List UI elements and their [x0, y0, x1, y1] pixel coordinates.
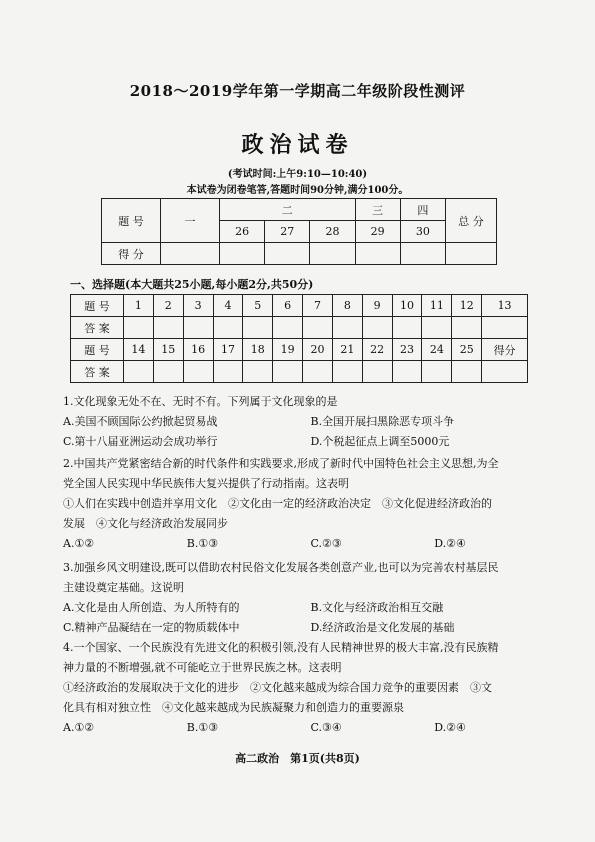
question-stem: 3.加强乡风文明建设,既可以借助农村民俗文化发展各类创意产业,也可以为完善农村基层民 — [63, 561, 499, 574]
part-three-label: 三 — [355, 199, 400, 221]
question-2 — [63, 454, 558, 554]
q28-label: 28 — [310, 221, 355, 243]
part-four-label: 四 — [400, 199, 445, 221]
q29-label: 29 — [355, 221, 400, 243]
score-row-label: 得 分 — [102, 243, 161, 265]
question-number: 21 — [332, 339, 362, 361]
question-number: 11 — [422, 295, 452, 317]
answer-cell[interactable] — [243, 361, 273, 383]
part-two-label: 二 — [220, 199, 356, 221]
option-b[interactable]: B.文化与经济政治相互交融 — [310, 601, 444, 614]
question-number: 17 — [213, 339, 243, 361]
score-cell[interactable] — [355, 243, 400, 265]
exam-time: (考试时间:上午9:10—10:40) — [227, 169, 368, 180]
question-stem: 1.文化现象无处不在、无时不有。下列属于文化现象的是 — [63, 395, 338, 408]
question-number: 20 — [303, 339, 333, 361]
answer-cell[interactable] — [332, 361, 362, 383]
answer-table-number-label: 题 号 — [71, 295, 124, 317]
q30-label: 30 — [400, 221, 445, 243]
answer-cell[interactable] — [303, 361, 333, 383]
answer-cell[interactable] — [332, 317, 362, 339]
question-number: 23 — [392, 339, 422, 361]
options-row — [63, 618, 558, 638]
score-table-header: 题 号 — [102, 199, 161, 243]
question-number: 10 — [392, 295, 422, 317]
exam-info: 本试卷为闭卷笔答,答题时间90分钟,满分100分。 — [186, 185, 409, 196]
q26-label: 26 — [220, 221, 265, 243]
question-stem: 4.一个国家、一个民族没有先进文化的积极引领,没有人民精神世界的极大丰富,没有民族精 — [63, 641, 499, 654]
score-cell[interactable] — [310, 243, 355, 265]
answer-row-label: 答 案 — [71, 361, 124, 383]
option-c[interactable]: C.第十八届亚洲运动会成功举行 — [63, 435, 218, 448]
option-b[interactable]: B.①③ — [186, 721, 219, 734]
option-d[interactable]: D.经济政治是文化发展的基础 — [310, 621, 455, 634]
total-label: 总 分 — [446, 199, 497, 243]
section-score-cell[interactable] — [482, 361, 528, 383]
question-number: 6 — [273, 295, 303, 317]
question-number: 25 — [452, 339, 482, 361]
question-stem: 化具有相对独立性 ④文化越来越成为民族凝聚力和创造力的重要源泉 — [63, 701, 404, 714]
option-a[interactable]: A.美国不顾国际公约掀起贸易战 — [63, 415, 218, 428]
answer-row-label: 答 案 — [71, 317, 124, 339]
answer-cell[interactable] — [273, 317, 303, 339]
question-number: 12 — [452, 295, 482, 317]
question-number: 13 — [482, 295, 528, 317]
option-a[interactable]: A.①② — [63, 721, 95, 734]
question-4 — [63, 638, 558, 738]
subject-title: 政治试卷 — [241, 132, 354, 158]
answer-cell[interactable] — [452, 317, 482, 339]
question-number: 22 — [362, 339, 392, 361]
answer-cell[interactable] — [273, 361, 303, 383]
question-stem: 2.中国共产党紧密结合新的时代条件和实践要求,形成了新时代中国特色社会主义思想,为全 — [63, 457, 499, 470]
score-table — [101, 198, 497, 265]
question-number: 15 — [153, 339, 183, 361]
option-d[interactable]: D.个税起征点上调至5000元 — [310, 435, 450, 448]
score-cell[interactable] — [446, 243, 497, 265]
question-number: 1 — [124, 295, 154, 317]
question-number: 4 — [213, 295, 243, 317]
answer-cell[interactable] — [303, 317, 333, 339]
answer-cell[interactable] — [124, 317, 154, 339]
answer-cell[interactable] — [392, 361, 422, 383]
score-cell[interactable] — [161, 243, 220, 265]
q27-label: 27 — [265, 221, 310, 243]
question-number: 5 — [243, 295, 273, 317]
option-b[interactable]: B.全国开展扫黑除恶专项斗争 — [310, 415, 455, 428]
page-footer: 高二政治 第1页(共8页) — [235, 752, 360, 765]
question-number: 16 — [183, 339, 213, 361]
options-row — [63, 718, 558, 738]
answer-cell[interactable] — [362, 361, 392, 383]
question-number: 19 — [273, 339, 303, 361]
section-title: 一、选择题(本大题共25小题,每小题2分,共50分) — [70, 278, 314, 291]
answer-cell[interactable] — [124, 361, 154, 383]
answer-cell[interactable] — [362, 317, 392, 339]
score-cell[interactable] — [400, 243, 445, 265]
question-number: 24 — [422, 339, 452, 361]
answer-cell[interactable] — [452, 361, 482, 383]
answer-table-number-label: 题 号 — [71, 339, 124, 361]
question-number: 18 — [243, 339, 273, 361]
answer-cell[interactable] — [482, 317, 528, 339]
question-stem: 发展 ④文化与经济政治发展同步 — [63, 517, 228, 530]
section-score-label: 得分 — [482, 339, 528, 361]
answer-cell[interactable] — [183, 317, 213, 339]
question-stem: 党全国人民实现中华民族伟大复兴提供了行动指南。这表明 — [63, 477, 349, 490]
question-number: 8 — [332, 295, 362, 317]
option-b[interactable]: B.①③ — [186, 537, 219, 550]
question-number: 14 — [124, 339, 154, 361]
question-1 — [63, 392, 558, 452]
answer-cell[interactable] — [392, 317, 422, 339]
option-d[interactable]: D.②④ — [434, 537, 466, 550]
question-number: 7 — [303, 295, 333, 317]
answer-cell[interactable] — [422, 317, 452, 339]
question-number: 9 — [362, 295, 392, 317]
answer-cell[interactable] — [183, 361, 213, 383]
answer-cell[interactable] — [243, 317, 273, 339]
options-row — [63, 534, 558, 554]
option-c[interactable]: C.精神产品凝结在一定的物质载体中 — [63, 621, 240, 634]
question-stem: ①人们在实践中创造并享用文化 ②文化由一定的经济政治决定 ③文化促进经济政治的 — [63, 497, 492, 510]
question-number: 3 — [183, 295, 213, 317]
options-row — [63, 412, 558, 432]
answer-table — [70, 294, 528, 383]
exam-title: 2018～2019学年第一学期高二年级阶段性测评 — [129, 82, 466, 100]
answer-cell[interactable] — [153, 317, 183, 339]
answer-cell[interactable] — [213, 361, 243, 383]
question-stem: 神力量的不断增强,就不可能屹立于世界民族之林。这表明 — [63, 661, 342, 674]
answer-cell[interactable] — [213, 317, 243, 339]
options-row — [63, 432, 558, 452]
question-number: 2 — [153, 295, 183, 317]
option-c[interactable]: C.③④ — [310, 721, 342, 734]
score-cell[interactable] — [220, 243, 265, 265]
option-d[interactable]: D.②④ — [434, 721, 466, 734]
option-c[interactable]: C.②③ — [310, 537, 342, 550]
answer-cell[interactable] — [153, 361, 183, 383]
options-row — [63, 598, 558, 618]
option-a[interactable]: A.①② — [63, 537, 95, 550]
answer-cell[interactable] — [422, 361, 452, 383]
question-stem: 主建设奠定基础。这说明 — [63, 581, 184, 594]
part-one-label: 一 — [161, 199, 220, 243]
score-cell[interactable] — [265, 243, 310, 265]
option-a[interactable]: A.文化是由人所创造、为人所特有的 — [63, 601, 240, 614]
question-stem: ①经济政治的发展取决于文化的进步 ②文化越来越成为综合国力竞争的重要因素 ③文 — [63, 681, 492, 694]
question-3 — [63, 558, 558, 638]
